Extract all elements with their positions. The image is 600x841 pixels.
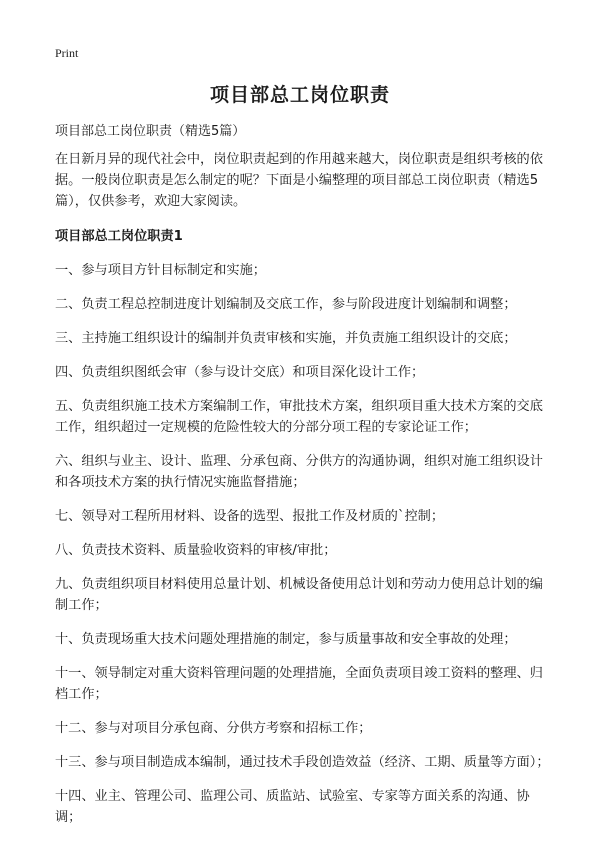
duty-item: 九、负责组织项目材料使用总量计划、机械设备使用总计划和劳动力使用总计划的编制工作； bbox=[55, 577, 543, 613]
document-subtitle: 项目部总工岗位职责（精选5篇） bbox=[55, 124, 246, 139]
section-heading: 项目部总工岗位职责1 bbox=[55, 229, 183, 244]
duty-item: 一、参与项目方针目标制定和实施； bbox=[55, 263, 266, 278]
duty-item: 五、负责组织施工技术方案编制工作，审批技术方案，组织项目重大技术方案的交底工作，组织超过一定规模的危险性较大的分部分项工程的专家论证工作； bbox=[55, 399, 543, 435]
duty-item: 十三、参与项目制造成本编制，通过技术手段创造效益（经济、工期、质量等方面）； bbox=[55, 755, 550, 770]
duty-item: 十一、领导制定对重大资料管理问题的处理措施，全面负责项目竣工资料的整理、归档工作； bbox=[55, 666, 543, 702]
document-body bbox=[55, 149, 555, 841]
duty-item: 八、负责技术资料、质量验收资料的审核/审批； bbox=[55, 543, 337, 558]
duty-item: 十四、业主、管理公司、监理公司、质监站、试验室、专家等方面关系的沟通、协调； bbox=[55, 789, 530, 825]
duty-item: 十二、参与对项目分承包商、分供方考察和招标工作； bbox=[55, 721, 372, 736]
duty-item: 六、组织与业主、设计、监理、分承包商、分供方的沟通协调，组织对施工组织设计和各项技术方案的执行情况实施监督措施； bbox=[55, 454, 543, 490]
duty-item: 二、负责工程总控制进度计划编制及交底工作，参与阶段进度计划编制和调整； bbox=[55, 297, 517, 312]
duty-item: 七、领导对工程所用材料、设备的选型、报批工作及材质的`控制； bbox=[55, 509, 445, 524]
duty-item: 四、负责组织图纸会审（参与设计交底）和项目深化设计工作； bbox=[55, 365, 425, 380]
intro-paragraph: 在日新月异的现代社会中，岗位职责起到的作用越来越大，岗位职责是组织考核的依据。一般岗位职责是怎么制定的呢？下面是小编整理的项目部总工岗位职责（精选5篇），仅供参考，欢迎大家阅读。 bbox=[55, 152, 543, 209]
duty-item: 三、主持施工组织设计的编制并负责审核和实施，并负责施工组织设计的交底； bbox=[55, 331, 517, 346]
duty-item: 十、负责现场重大技术问题处理措施的制定，参与质量事故和安全事故的处理； bbox=[55, 632, 517, 647]
print-link[interactable]: Print bbox=[55, 46, 79, 60]
page-title: 项目部总工岗位职责 bbox=[209, 84, 390, 106]
